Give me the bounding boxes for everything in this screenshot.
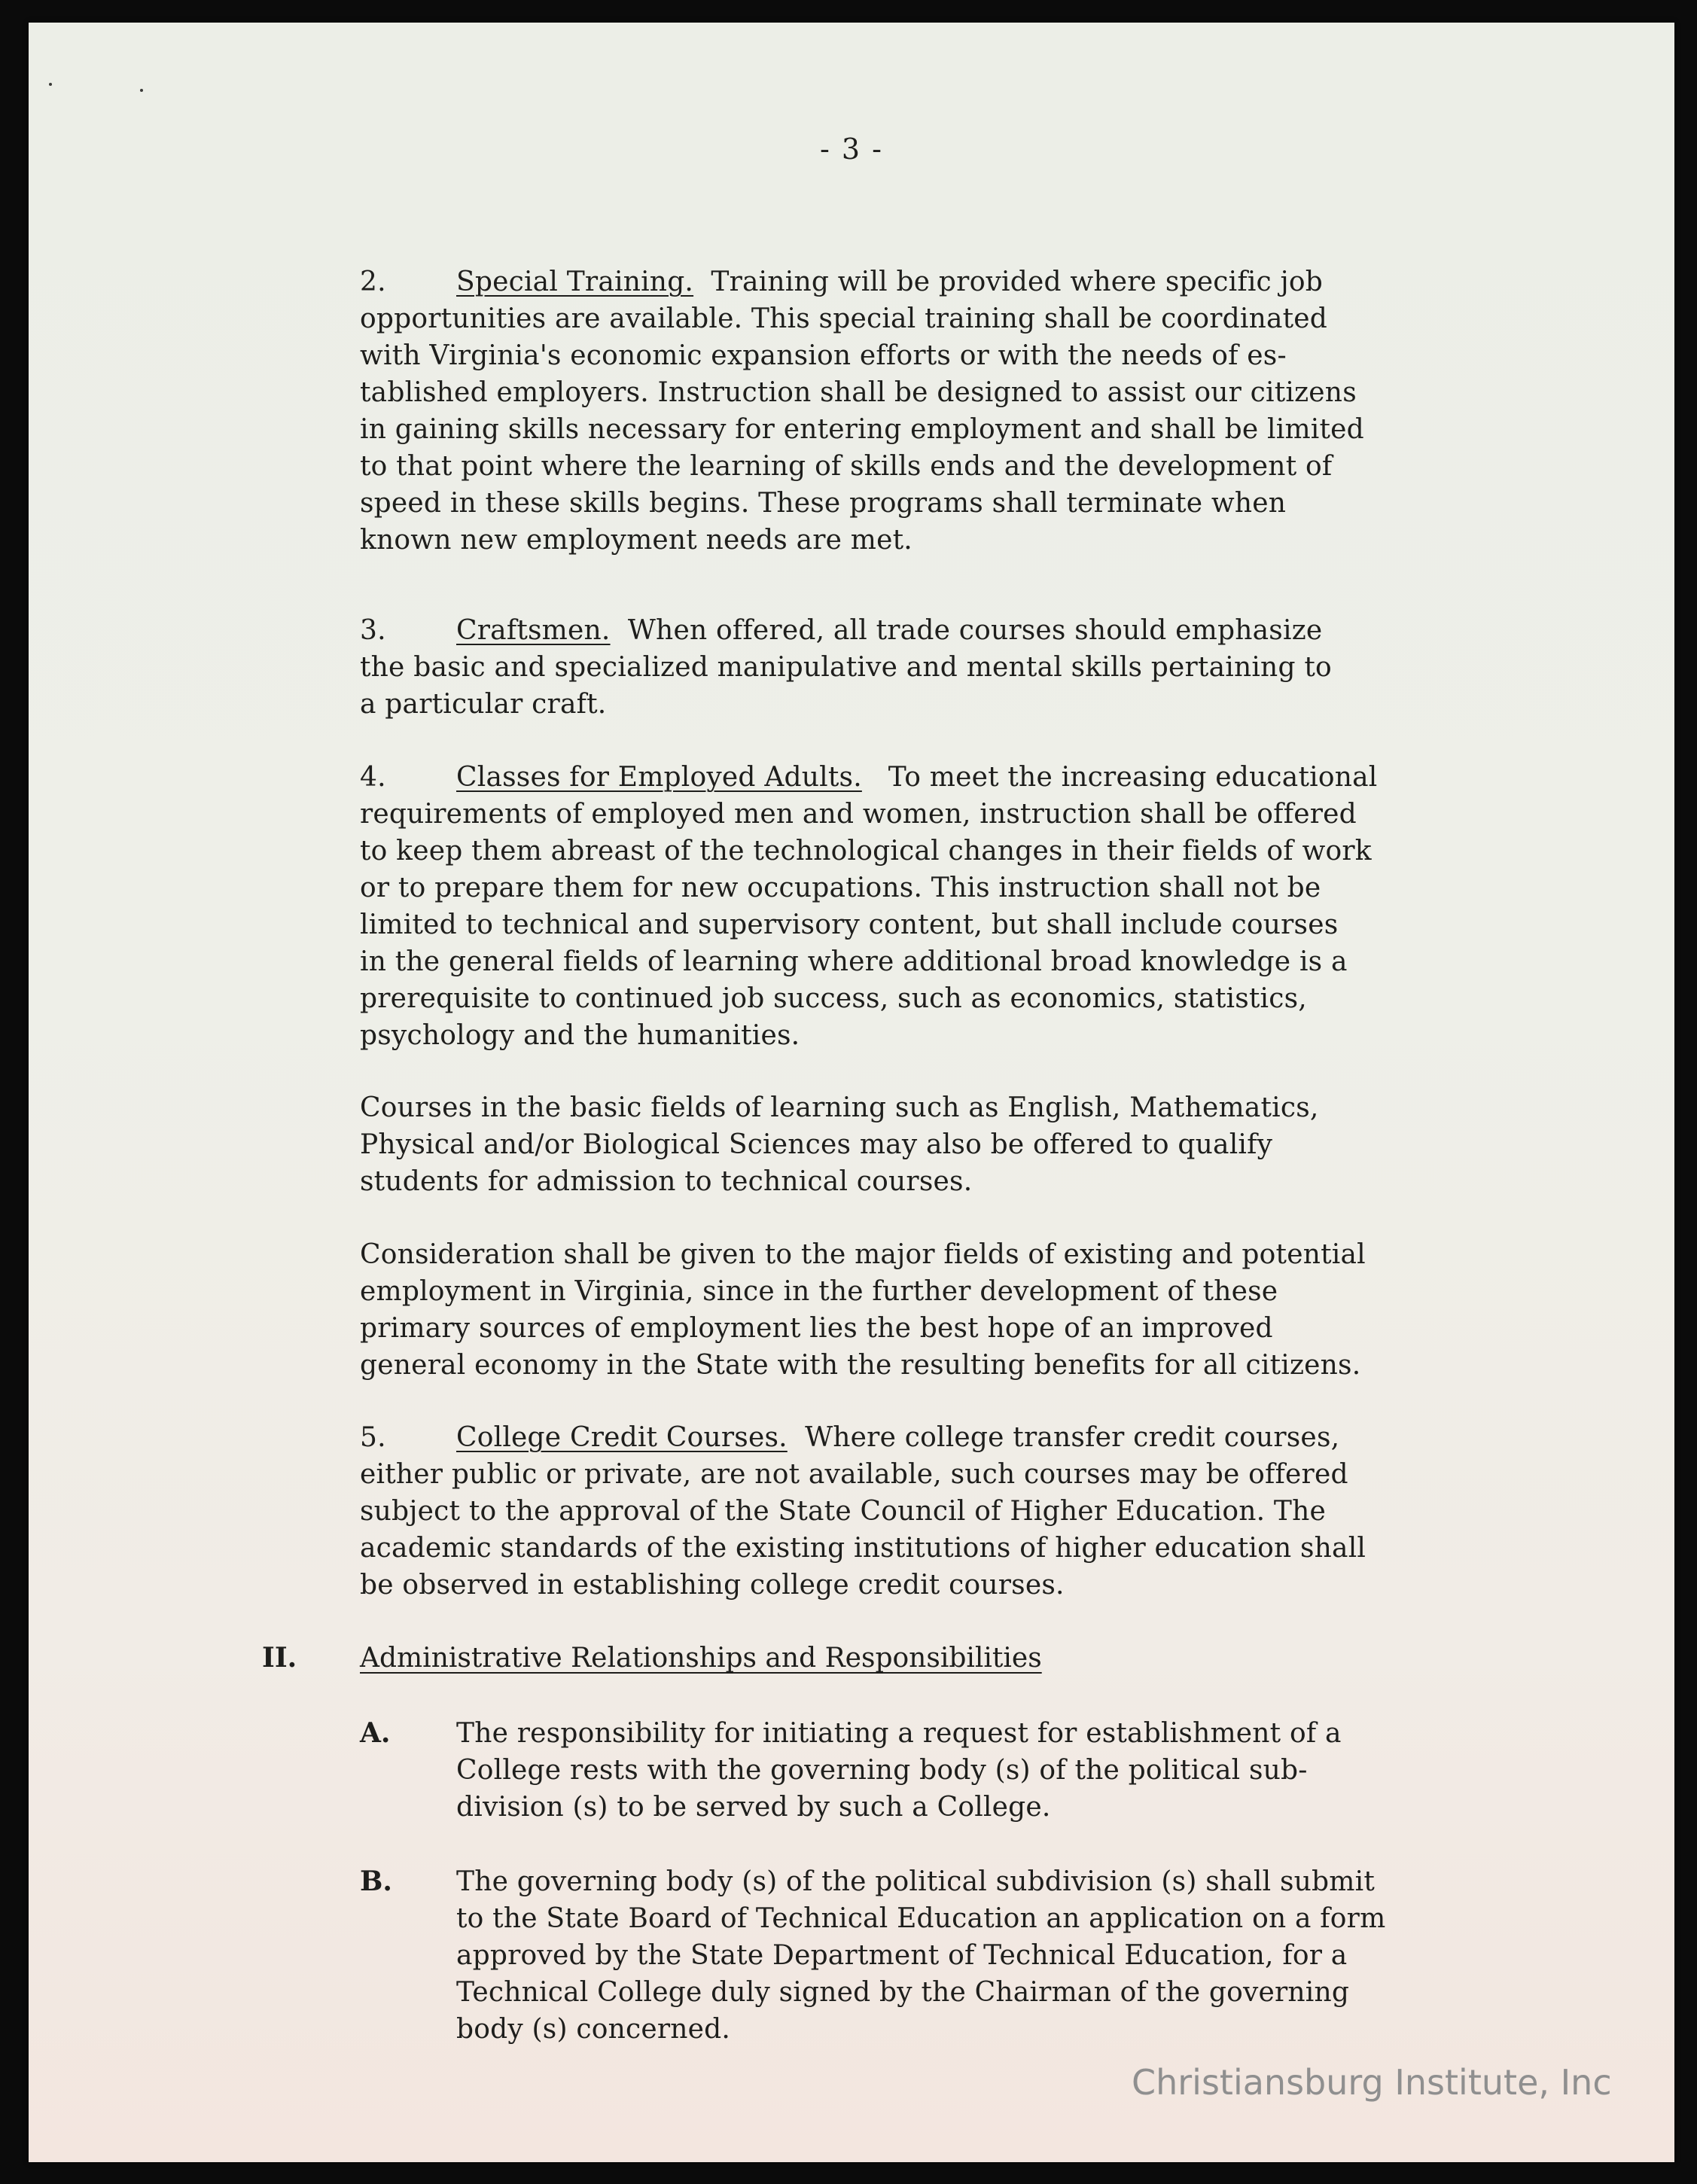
margin-speck [49,83,52,86]
archive-watermark: Christiansburg Institute, Inc [1132,2062,1612,2103]
section-numeral: II. [262,1642,297,1674]
subitem-b-paragraph: The governing body (s) of the political subdivision (s) shall submit to the State Board of Technical Education an application on a form approved by the State Department of Technical Education, for a Technical College duly signed by the Chairman of the governing body (s) concerned. [456,1866,1386,2045]
item-4-paragraph: 4. Classes for Employed Adults. To meet the increasing educational requirements of employed men and women, instruction shall be offered to keep them abreast of the technological changes in their fields of work or to prepare them for new occupations. This instruction shall not be limited to technical and supervisory content, but shall include courses in the general fields of learning where additional broad knowledge is a prerequisite to continued job success, such as economics, statistics, psychology and the humanities. [360,759,1377,1054]
page-number: - 3 - [819,133,883,166]
item-title: Classes for Employed Adults. [456,762,862,793]
item-3-paragraph: 3. Craftsmen. When offered, all trade courses should emphasize the basic and specialized manipulative and mental skills pertaining to a particular craft. [360,612,1332,723]
item-title: Craftsmen. [456,615,611,646]
subitem-letter: B. [360,1866,392,1897]
item-number: 3. [360,615,386,646]
margin-speck [140,89,143,92]
item-number: 4. [360,762,386,793]
item-5-paragraph: 5. College Credit Courses. Where college transfer credit courses, either public or private, are not available, such courses may be offered subject to the approval of the State Council of Higher Education. The academic standards of the existing institutions of higher education shall be observed in establishing college credit courses. [360,1419,1366,1604]
subitem-letter: A. [360,1717,391,1749]
subitem-a-paragraph: The responsibility for initiating a request for establishment of a College rests with the governing body (s) of the political sub- division (s) to be served by such a College. [456,1718,1342,1823]
section-heading: Administrative Relationships and Responsibilities [360,1643,1042,1674]
consideration-paragraph: Consideration shall be given to the major fields of existing and potential employment in Virginia, since in the further development of these primary sources of employment lies the best hope of an improved general economy in the State with the resulting benefits for all citizens. [360,1239,1366,1381]
item-title: Special Training. [456,267,694,297]
document-page [29,23,1674,2162]
item-2-paragraph: 2. Special Training. Training will be provided where specific job opportunities are available. This special training shall be coordinated with Virginia's economic expansion efforts or with the needs of es- tablished employers. Instruction shall be designed to assist our citizens in gaining skills necessary for entering employment and shall be limited to that point where the learning of skills ends and the development of speed in these skills begins. These programs shall terminate when known new employment needs are met. [360,263,1364,559]
item-number: 5. [360,1422,386,1453]
item-number: 2. [360,267,386,297]
courses-paragraph: Courses in the basic fields of learning such as English, Mathematics, Physical and/or Biological Sciences may also be offered to qualify students for admission to technical courses. [360,1092,1319,1197]
item-title: College Credit Courses. [456,1422,788,1453]
